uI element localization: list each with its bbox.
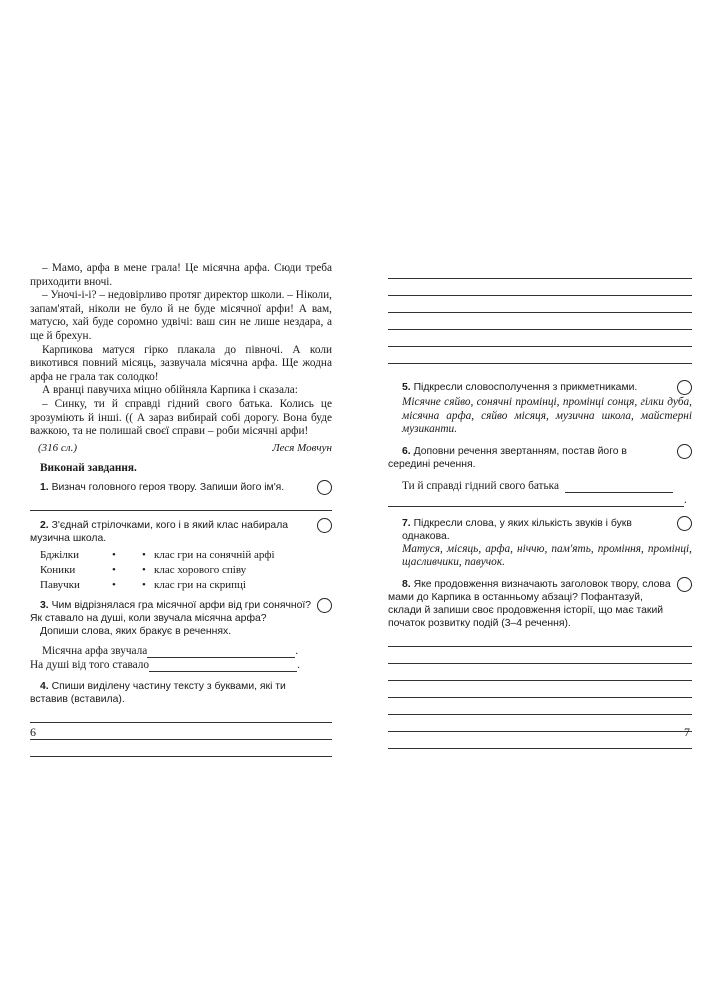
left-page <box>30 262 332 757</box>
task-3: 3. Чим відрізнялася гра місячної арфи від гри сонячної? Як ставало на душі, коли звучала місячна арфа? <box>30 599 332 625</box>
fill-blank-2[interactable] <box>149 659 297 672</box>
task-3-subtext: Допиши слова, яких бракує в реченнях. <box>40 625 232 637</box>
page-number-left: 6 <box>30 725 36 739</box>
answer-line[interactable] <box>388 347 692 364</box>
matching-exercise <box>30 548 332 593</box>
answer-line[interactable] <box>388 630 692 647</box>
task-1-text: Визнач головного героя твору. Запиши його ім'я. <box>51 481 285 493</box>
tasks-heading: Виконай завдання. <box>40 461 137 474</box>
task-7-text: Підкресли слова, у яких кількість звуків і букв однакова. <box>402 517 632 542</box>
bullet-icon[interactable]: • <box>112 578 116 591</box>
story-paragraph-2: – Уночі-і-і? – недовірливо протяг директор школи. – Ніколи, запам'ятай, ніколи не було й не буде місячної арфи! А вам, матусю, хай буде соромно удвічі: ваш син не лише нездара, а ще й брехун. <box>30 289 332 342</box>
score-circle-icon[interactable] <box>317 518 332 533</box>
task-5: 5. Підкресли словосполучення з прикметниками. <box>388 381 692 394</box>
answer-line[interactable] <box>388 681 692 698</box>
answer-line[interactable] <box>388 279 692 296</box>
score-circle-icon[interactable] <box>677 380 692 395</box>
score-circle-icon[interactable] <box>677 444 692 459</box>
author: Леся Мовчун <box>272 441 332 454</box>
fill-sentence-1: Місячна арфа звучала . <box>42 644 299 657</box>
answer-line[interactable] <box>388 313 692 330</box>
answer-line[interactable] <box>388 715 692 732</box>
answer-line[interactable] <box>30 706 332 723</box>
fill-blank-1[interactable] <box>147 645 295 658</box>
task-1: 1. Визнач головного героя твору. Запиши його ім'я. <box>30 481 332 494</box>
score-circle-icon[interactable] <box>317 598 332 613</box>
task-2-text: З'єднай стрілочками, кого і в який клас набирала музична школа. <box>30 519 289 544</box>
task-8: 8. Яке продовження визначають заголовок твору, слова мами до Карпика в останньому абзаці? Пофантазуй, склади й запиши своє продовження історії, що має такий початок розвитку подій (3–4 речення). <box>388 578 692 630</box>
score-circle-icon[interactable] <box>677 516 692 531</box>
answer-line[interactable] <box>30 723 332 740</box>
task-4-text: Спиши виділену частину тексту з буквами, які ти вставив (вставила). <box>30 680 286 705</box>
bullet-icon[interactable]: • <box>112 563 116 576</box>
bullet-icon[interactable]: • <box>142 548 146 561</box>
answer-line[interactable] <box>388 698 692 715</box>
task-6-text: Доповни речення звертанням, постав його в середині речення. <box>388 445 627 470</box>
fill-sentence-2: На душі від того ставало . <box>30 658 300 671</box>
task-3-text: Чим відрізнялася гра місячної арфи від гри сонячної? Як ставало на душі, коли звучала місячна арфа? <box>30 599 312 624</box>
match-row: Коники • • клас хорового співу <box>40 563 247 576</box>
bullet-icon[interactable]: • <box>142 578 146 591</box>
answer-line[interactable] <box>30 740 332 757</box>
answer-line[interactable] <box>388 330 692 347</box>
page-number-right: 7 <box>684 725 690 739</box>
task-6-line-row: . <box>388 493 692 507</box>
score-circle-icon[interactable] <box>317 480 332 495</box>
answer-line[interactable] <box>388 647 692 664</box>
task-6: 6. Доповни речення звертанням, постав його в середині речення. <box>388 445 692 471</box>
story-source <box>38 442 332 454</box>
right-page <box>388 262 692 749</box>
task-6-sentence-row <box>402 479 692 493</box>
story-paragraph-1: – Мамо, арфа в мене грала! Це місячна арфа. Сюди треба приходити вночі. <box>30 262 332 288</box>
answer-line[interactable] <box>388 262 692 279</box>
fill-blank-address[interactable] <box>565 480 673 493</box>
task-8-text: Яке продовження визначають заголовок твору, слова мами до Карпика в останньому абзаці? Пофантазуй, склади й запиши своє продовження історії, що має такий початок розвитку подій (3–4 речення). <box>388 578 671 629</box>
bullet-icon[interactable]: • <box>142 563 146 576</box>
answer-line[interactable] <box>388 296 692 313</box>
task-4: 4. Спиши виділену частину тексту з буквами, які ти вставив (вставила). <box>30 680 286 705</box>
word-count: (316 сл.) <box>38 441 78 454</box>
task-7: 7. Підкресли слова, у яких кількість звуків і букв однакова. <box>388 517 692 543</box>
match-row: Бджілки • • клас гри на сонячній арфі <box>40 548 275 561</box>
answer-line[interactable] <box>30 494 332 511</box>
task-5-text: Підкресли словосполучення з прикметниками. <box>413 382 638 393</box>
match-row: Павучки • • клас гри на скрипці <box>40 578 246 591</box>
answer-line[interactable] <box>388 732 692 749</box>
task-6-sentence: Ти й справді гідний свого батька <box>402 479 559 492</box>
answer-line[interactable] <box>388 494 684 507</box>
story-paragraph-4: А вранці павучиха міцно обійняла Карпика і сказала: <box>42 384 298 397</box>
answer-line[interactable] <box>388 664 692 681</box>
score-circle-icon[interactable] <box>677 577 692 592</box>
story-paragraph-3: Карпикова матуся гірко плакала до півночі. А коли викотився повний місяць, зазвучала місячна арфа. Ще жодна арфа не грала так солодко! <box>30 343 332 383</box>
task-7-words: Матуся, місяць, арфа, ніччю, пам'ять, проміння, промінці, щасливчики, павучок. <box>402 542 692 568</box>
task-2: 2. З'єднай стрілочками, кого і в який клас набирала музична школа. <box>30 519 332 545</box>
bullet-icon[interactable]: • <box>112 548 116 561</box>
story-paragraph-5: – Синку, ти й справді гідний свого батька. Колись це зрозуміють й інші. (( А зараз вибирай собі дорогу. Вона буде важкою, та не полишай своєї справи – роби місячні арфи! <box>30 397 332 438</box>
task-5-words: Місячне сяйво, сонячні промінці, промінці сонця, гілки дуба, місячна арфа, сяйво місяця, музична школа, майстерні музиканти. <box>402 396 692 435</box>
